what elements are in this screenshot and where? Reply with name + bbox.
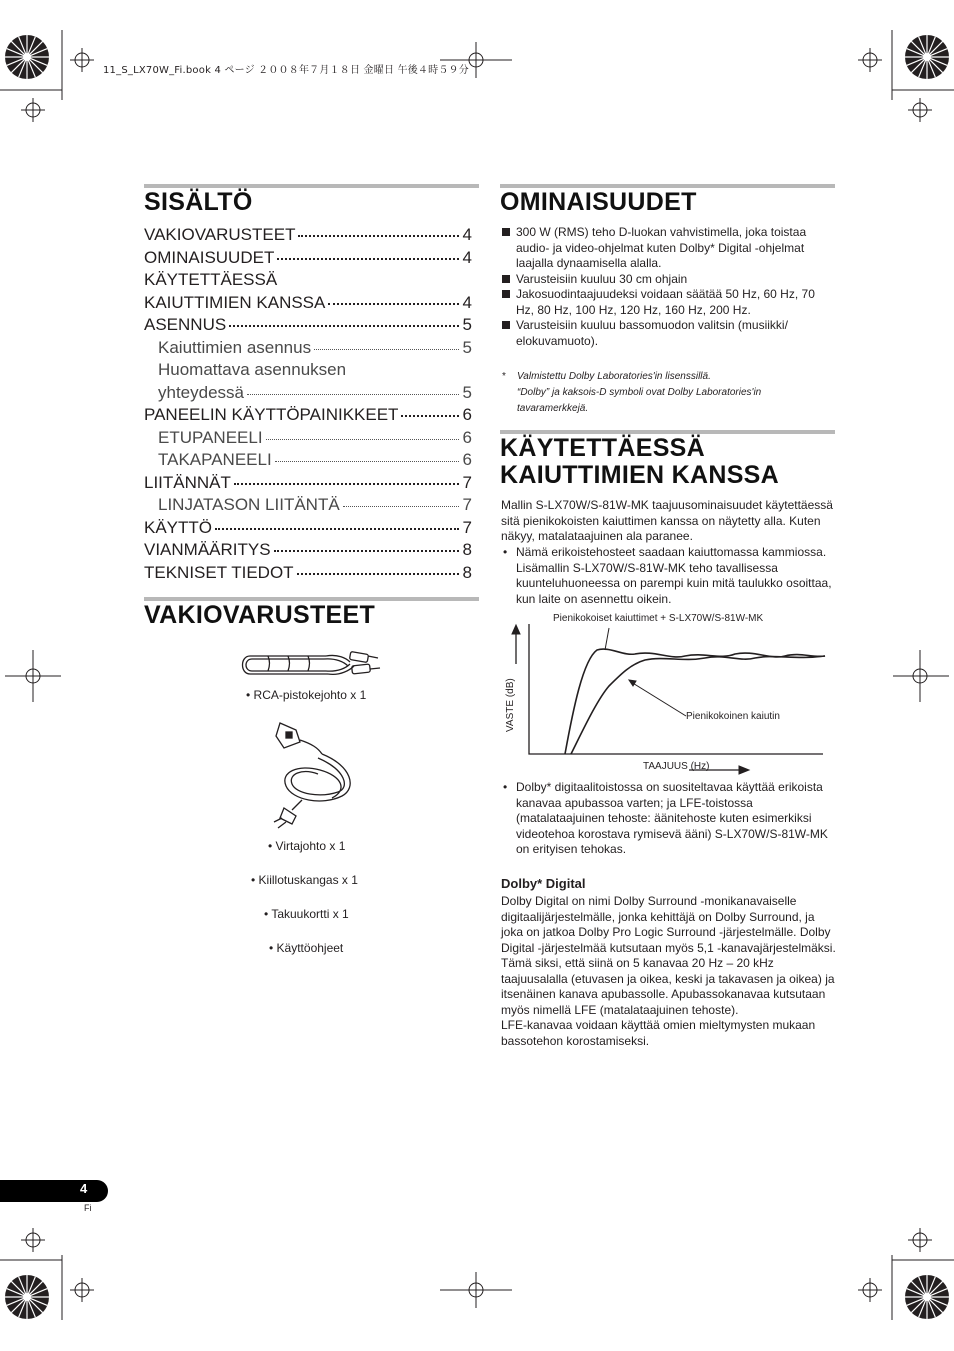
frequency-response-graph bbox=[505, 620, 835, 780]
accessory-item: • Käyttöohjeet bbox=[269, 941, 344, 955]
accessories-title: VAKIOVARUSTEET bbox=[144, 601, 376, 629]
power-cord-illustration bbox=[262, 718, 362, 833]
accessory-item: • Kiillotuskangas x 1 bbox=[251, 873, 358, 887]
feature-item: Jakosuodintaajuudeksi voidaan säätää 50 Hz, 60 Hz, 70 Hz, 80 Hz, 100 Hz, 120 Hz, 160 Hz, 200 Hz. bbox=[501, 287, 835, 318]
page-language: Fi bbox=[84, 1203, 92, 1213]
graph-label-top-curve: Pienikokoiset kaiuttimet + S-LX70W/S-81W-MK bbox=[553, 613, 764, 624]
graph-label-bottom-curve: Pienikokoinen kaiutin bbox=[686, 711, 780, 722]
toc-subentry[interactable]: Huomattava asennuksen bbox=[158, 360, 347, 379]
toc-title: SISÄLTÖ bbox=[144, 188, 253, 216]
toc-entry[interactable]: KAIUTTIMIEN KANSSA 4 bbox=[144, 292, 472, 312]
page-number: 4 bbox=[80, 1181, 88, 1196]
toc-entry[interactable]: VIANMÄÄRITYS 8 bbox=[144, 540, 472, 559]
usage-note: • Nämä erikoistehosteet saadaan kaiuttomassa kammiossa. Lisämallin S-LX70W/S-81W-MK teho tavallisessa kuunteluhuoneessa on parempi kuin mitä taulukko osoittaa, kun laite on asennettu oikein. bbox=[501, 545, 835, 607]
table-of-contents bbox=[144, 224, 472, 584]
toc-entry[interactable]: LIITÄNNÄT 7 bbox=[144, 472, 472, 492]
toc-subentry[interactable]: yhteydessä 5 bbox=[158, 382, 472, 402]
toc-entry[interactable]: ASENNUS 5 bbox=[144, 315, 472, 334]
toc-subentry[interactable]: LINJATASON LIITÄNTÄ 7 bbox=[158, 495, 472, 514]
dolby-body: Dolby Digital on nimi Dolby Surround -monikanavaiselle digitaalijärjestelmälle, jonka kehittäjä on Dolby Surround, ja joka on jatkoa Dolby Pro Logic Surround -järjestelmälle. Dolby Digital -järjestelmää kutsutaan myös 5,1 -kanavajärjestelmäksi. Tämä siksi, että siinä on 5 kanavaa 20 Hz – 20 kHz taajuusalalla (etuvasen ja oikea, keski ja takavasen ja oikea) ja itsenäinen kanava apubassolle. Apubassokanavaa kutsutaan myös nimellä LFE (matalataajuinen tehoste). LFE-kanavaa voidaan käyttää omien mieltymysten mukaan bassotehon korostamiseksi. bbox=[501, 894, 836, 1048]
toc-entry[interactable]: PANEELIN KÄYTTÖPAINIKKEET 6 bbox=[144, 405, 472, 424]
usage-intro: Mallin S-LX70W/S-81W-MK taajuusominaisuudet käytettäessä sitä pienikokoisten kaiuttimen kanssa on näytetty alla. Kuten näkyy, matalataajuinen ala paranee. bbox=[501, 498, 833, 543]
toc-entry[interactable]: VAKIOVARUSTEET 4 bbox=[144, 225, 472, 244]
toc-entry[interactable]: KÄYTETTÄESSÄ bbox=[144, 270, 278, 289]
print-header: 11_S_LX70W_Fi.book 4 ページ ２００８年７月１８日 金曜日 午後４時５９分 bbox=[103, 65, 469, 76]
page-number-tab bbox=[0, 1180, 108, 1202]
rca-cable-illustration bbox=[238, 648, 383, 682]
graph-axes bbox=[529, 624, 823, 754]
toc-entry[interactable]: KÄYTTÖ 7 bbox=[144, 517, 472, 537]
graph-x-axis-label: TAAJUUS (Hz) bbox=[643, 761, 710, 772]
feature-item: 300 W (RMS) teho D-luokan vahvistimella, joka toistaa audio- ja video-ohjelmat kuten Dolby* Digital -ohjelmat laajalla dynaamisella alalla. bbox=[501, 225, 835, 272]
usage-dolby-note: • Dolby* digitaalitoistossa on suositeltavaa käyttää erikoista kanavaa apubassoa varten; ja LFE-toistossa (matalataajuinen tehoste: äänitehoste kuten esimerkiksi videotehoa korostava rymisevä ääni) S-LX70W/S-81W-MK on erityisen tehokas. bbox=[501, 780, 835, 858]
toc-entry[interactable]: OMINAISUUDET 4 bbox=[144, 247, 472, 267]
usage-title: KÄYTETTÄESSÄ KAIUTTIMIEN KANSSA bbox=[500, 434, 780, 489]
feature-item: Varusteisiin kuuluu 30 cm ohjain bbox=[501, 272, 835, 288]
graph-y-axis-label: VASTE (dB) bbox=[505, 678, 516, 732]
toc-subentry[interactable]: TAKAPANEELI 6 bbox=[158, 450, 472, 469]
dolby-footnote: * Valmistettu Dolby Laboratories'in lisenssillä. “Dolby” ja kaksois-D symboli ovat Dolby Laboratories'in tavaramerkkejä. bbox=[502, 371, 762, 414]
accessory-item: • Virtajohto x 1 bbox=[268, 839, 346, 853]
accessory-item: • RCA-pistokejohto x 1 bbox=[246, 688, 367, 702]
toc-subentry[interactable]: ETUPANEELI 6 bbox=[158, 427, 472, 447]
dolby-heading: Dolby* Digital bbox=[501, 876, 586, 891]
curve-small-speaker bbox=[571, 656, 825, 754]
features-title: OMINAISUUDET bbox=[500, 188, 697, 216]
toc-subentry[interactable]: Kaiuttimien asennus 5 bbox=[158, 337, 472, 357]
accessory-item: • Takuukortti x 1 bbox=[264, 907, 349, 921]
features-list bbox=[501, 225, 835, 349]
feature-item: Varusteisiin kuuluu bassomuodon valitsin (musiikki/ elokuvamuoto). bbox=[501, 318, 835, 349]
curve-with-subwoofer bbox=[565, 649, 825, 754]
toc-entry[interactable]: TEKNISET TIEDOT 8 bbox=[144, 562, 472, 582]
